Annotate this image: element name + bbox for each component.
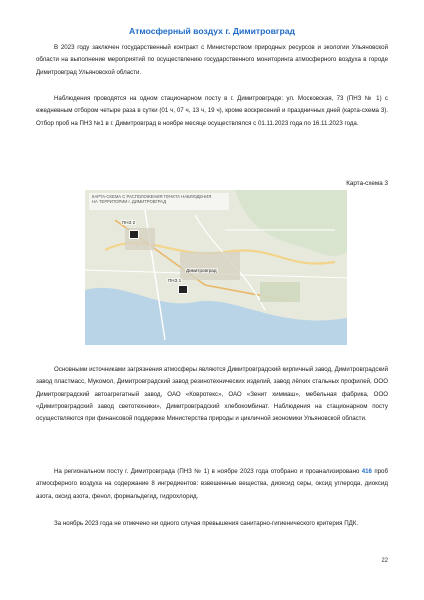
map-city-label: Димитровград xyxy=(186,268,217,273)
map-scheme xyxy=(85,190,347,345)
paragraph-pollution-sources: Основными источниками загрязнения атмосферы являются Димитровградский кирпичный завод, Димитровградский завод пластмасс, Мукомол, Димитровградский завод резинотехнических изделий, завод лёгких стальных профилей, ООО Димитровградский автоагрегатный завод, ОАО «Ковротекс», ОАО «Зенит химмаш», мебельная фабрика, ООО «Димитровградский завод светотехники», Димитровградский хлебокомбинат. Наблюдения на стационарном посту осуществляются при финансовой поддержке Министерства природы и цикличной экономики Ульяновской области. xyxy=(36,366,388,423)
paragraph-observations: Наблюдения проводятся на одном стационарном посту в г. Димитровграде: ул. Московская, 73 (ПНЗ № 1) с ежедневным отбором четыре раза в сутки (01 ч, 07 ч, 13 ч, 19 ч), кроме воскресений и праздничных дней (карта-схема 3). Отбор проб на ПНЗ №1 в г. Димитровград в ноябре месяце осуществлялся с 01.11.2023 года по 16.11.2023 года. xyxy=(36,95,388,127)
map-caption: Карта-схема 3 xyxy=(346,180,388,187)
samples-count: 416 xyxy=(361,468,372,475)
page-title: Атмосферный воздух г. Димитровград xyxy=(129,26,295,36)
map-post-1-label: ПНЗ 1 xyxy=(168,278,182,283)
post-marker xyxy=(178,285,188,294)
map-header: КАРТА-СХЕМА С РАСПОЛОЖЕНИЯ ПУНКТА НАБЛЮДЕНИЯ НА ТЕРРИТОРИИ г. ДИМИТРОВГРАД xyxy=(89,193,229,210)
paragraph-no-exceedance: За ноябрь 2023 года не отмечено ни одного случая превышения санитарно-гигиенического критерия ПДК. xyxy=(54,520,359,527)
page-number: 22 xyxy=(381,558,388,564)
paragraph-regional-post: На региональном посту г. Димитровграда (ПНЗ № 1) в ноябре 2023 года отобрано и проанализировано 416 проб атмосферного воздуха на содержание 8 ингредиентов: взвешенные вещества, диоксид серы, оксид углерода, диоксид азота, оксид азота, фенол, формальдегид, гидрохлорид. xyxy=(36,468,388,500)
paragraph-contract: В 2023 году заключен государственный контракт с Министерством природных ресурсов и экологии Ульяновской области на выполнение мероприятий по осуществлению государственного мониторинга атмосферного воздуха в городе Димитровград Ульяновской области. xyxy=(36,44,388,76)
post-marker xyxy=(129,230,139,239)
map-post-2-label: ПНЗ 2 xyxy=(122,220,136,225)
